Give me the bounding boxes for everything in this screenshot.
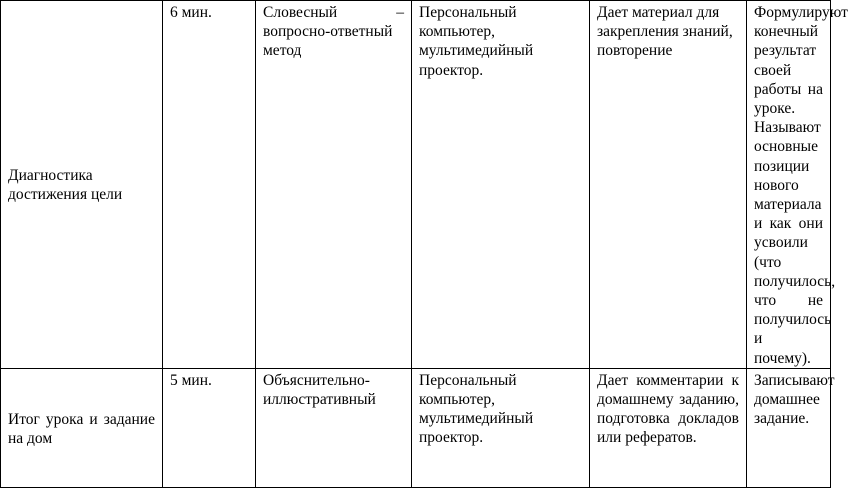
method-cell: Словесный – вопросно-ответный метод bbox=[256, 1, 412, 369]
stage-cell: Диагностика достижения цели bbox=[1, 1, 163, 369]
stage-cell: Итог урока и задание на дом bbox=[1, 368, 163, 487]
student-activity-cell: Записывают домашнее задание. bbox=[747, 368, 831, 487]
teacher-activity-cell: Дает комментарии к домашнему заданию, подготовка докладов или рефератов. bbox=[590, 368, 747, 487]
time-cell: 6 мин. bbox=[163, 1, 256, 369]
table-row bbox=[1, 368, 831, 487]
equipment-cell: Персональный компьютер, мультимедийный проектор. bbox=[412, 1, 590, 369]
student-activity-cell: Формулируют конечный результат своей работы на уроке. Называют основные позиции нового материала и как они усвоили (что получилось, что не получилось и почему). bbox=[747, 1, 831, 369]
time-cell: 5 мин. bbox=[163, 368, 256, 487]
method-cell: Объяснительно-иллюстративный bbox=[256, 368, 412, 487]
teacher-activity-cell: Дает материал для закрепления знаний, повторение bbox=[590, 1, 747, 369]
table-row bbox=[1, 1, 831, 369]
equipment-cell: Персональный компьютер, мультимедийный проектор. bbox=[412, 368, 590, 487]
